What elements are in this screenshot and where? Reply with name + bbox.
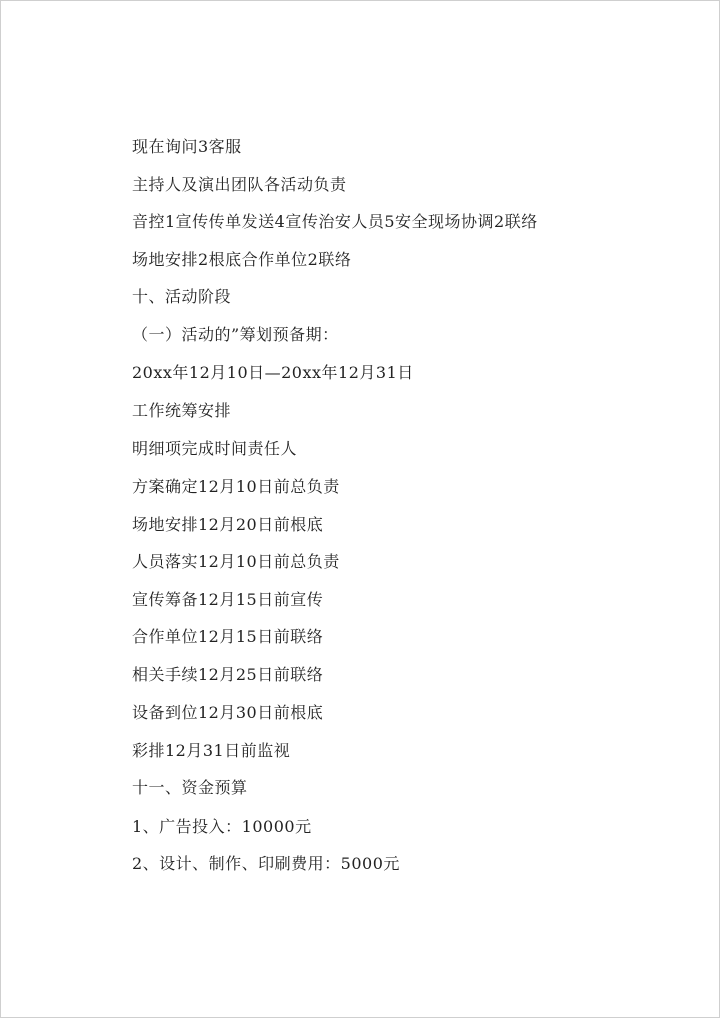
budget-item: 2、设计、制作、印刷费用：5000元 (132, 854, 400, 873)
schedule-item: 人员落实12月10日前总负责 (132, 552, 340, 571)
section-heading-10: 十、活动阶段 (132, 287, 232, 306)
schedule-header-line: 明细项完成时间责任人 (132, 439, 298, 458)
text-line-1: 现在询问3客服 (132, 137, 242, 156)
schedule-item: 方案确定12月10日前总负责 (132, 477, 340, 496)
schedule-item: 合作单位12月15日前联络 (132, 627, 324, 646)
section-heading-11: 十一、资金预算 (132, 778, 248, 797)
schedule-item: 场地安排12月20日前根底 (132, 515, 324, 534)
budget-item: 1、广告投入：10000元 (132, 817, 312, 836)
schedule-item: 宣传筹备12月15日前宣传 (132, 590, 324, 609)
schedule-item: 设备到位12月30日前根底 (132, 703, 324, 722)
text-line-2: 主持人及演出团队各活动负责 (132, 175, 347, 194)
schedule-item: 彩排12月31日前监视 (132, 741, 291, 760)
text-line-3: 音控1宣传传单发送4宣传治安人员5安全现场协调2联络 (132, 212, 538, 231)
date-range-line: 20xx年12月10日—20xx年12月31日 (132, 363, 414, 382)
text-line-8: 工作统筹安排 (132, 401, 232, 420)
subsection-heading: （一）活动的”筹划预备期： (132, 325, 339, 344)
text-line-4: 场地安排2根底合作单位2联络 (132, 250, 352, 269)
schedule-item: 相关手续12月25日前联络 (132, 665, 324, 684)
